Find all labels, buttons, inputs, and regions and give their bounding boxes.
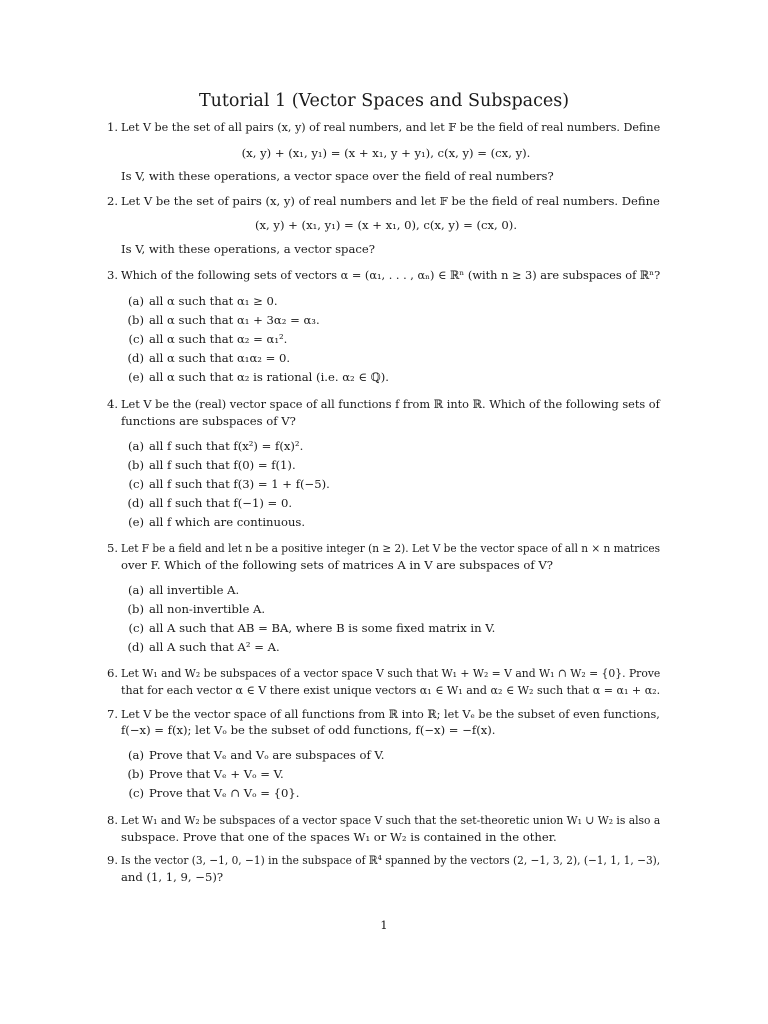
problem-text-line: Let V be the (real) vector space of all functions f from ℝ into ℝ. Which of the following sets of [121,397,660,411]
item-label: (b) [127,767,144,781]
problem-number: 2. [106,194,118,208]
item-label: (b) [127,458,144,472]
problem-number: 6. [106,666,118,680]
item-label: (a) [128,748,144,762]
problem-number: 5. [106,541,118,555]
item-label: (c) [128,332,144,346]
item-text: all f such that f(−1) = 0. [149,496,293,510]
item-text: all α such that α₁ ≥ 0. [149,294,278,308]
item-label: (d) [127,351,144,365]
problem-number: 3. [106,268,118,282]
item-label: (d) [127,496,144,510]
problem-text-line: Let V be the set of all pairs (x, y) of real numbers, and let 𝔽 be the field of real numbers. Define [121,120,661,134]
item-label: (a) [128,583,144,597]
problem-number: 4. [106,397,118,411]
page-number: 1 [380,918,388,932]
problem-number: 8. [106,813,118,827]
item-text: all α such that α₂ = α₁². [149,332,288,346]
item-text: all α such that α₁ + 3α₂ = α₃. [149,313,320,327]
problem-text-line: Let V be the vector space of all functions from ℝ into ℝ; let Vₑ be the subset of even functions, [121,707,660,721]
item-label: (c) [128,621,144,635]
item-text: all f such that f(0) = f(1). [149,458,296,472]
item-text: all f such that f(3) = 1 + f(−5). [149,477,330,491]
item-label: (e) [128,370,144,384]
item-text: all A such that A² = A. [149,640,280,654]
item-label: (c) [128,786,144,800]
problem-text-line: and (1, 1, 9, −5)? [121,870,224,884]
item-label: (d) [127,640,144,654]
item-label: (b) [127,602,144,616]
problem-text-line: Let V be the set of pairs (x, y) of real numbers and let 𝔽 be the field of real numbers. Define [121,194,660,208]
problem-number: 7. [106,707,118,721]
item-text: all f which are continuous. [149,515,306,529]
item-text: all α such that α₁α₂ = 0. [149,351,291,365]
problem-text-line: over F. Which of the following sets of matrices A in V are subspaces of V? [121,558,553,572]
problem-text-line: Is the vector (3, −1, 0, −1) in the subspace of ℝ⁴ spanned by the vectors (2, −1, 3, 2), (−1, 1, 1, −3), [121,853,661,867]
item-text: all invertible A. [149,583,240,597]
item-label: (a) [128,294,144,308]
problem-text-line: Let W₁ and W₂ be subspaces of a vector space V such that the set-theoretic union W₁ ∪ W₂ is also a [121,813,661,827]
page-title: Tutorial 1 (Vector Spaces and Subspaces) [198,91,570,111]
item-text: Prove that Vₑ ∩ Vₒ = {0}. [149,786,300,800]
item-text: all non-invertible A. [149,602,266,616]
item-text: all A such that AB = BA, where B is some fixed matrix in V. [149,621,496,635]
item-label: (b) [127,313,144,327]
problem-question: Is V, with these operations, a vector space over the field of real numbers? [121,169,554,183]
problem-text-line: that for each vector α ∈ V there exist unique vectors α₁ ∈ W₁ and α₂ ∈ W₂ such that α = α₁ + α₂. [121,683,661,697]
problem-number: 9. [106,853,118,867]
item-text: all f such that f(x²) = f(x)². [149,439,304,453]
problem-number: 1. [106,120,118,134]
problem-text-line: subspace. Prove that one of the spaces W₁ or W₂ is contained in the other. [121,830,557,844]
item-text: all α such that α₂ is rational (i.e. α₂ ∈ ℚ). [149,370,389,384]
problem-text-line: Which of the following sets of vectors α = (α₁, . . . , αₙ) ∈ ℝⁿ (with n ≥ 3) are subspaces of ℝⁿ? [121,268,661,282]
item-label: (c) [128,477,144,491]
problem-text-line: Let W₁ and W₂ be subspaces of a vector space V such that W₁ + W₂ = V and W₁ ∩ W₂ = {0}. Prove [121,666,661,680]
item-text: Prove that Vₑ + Vₒ = V. [149,767,284,781]
problem-text-line: functions are subspaces of V? [121,414,296,428]
display-equation: (x, y) + (x₁, y₁) = (x + x₁, y + y₁), c(x, y) = (cx, y). [241,146,531,160]
display-equation: (x, y) + (x₁, y₁) = (x + x₁, 0), c(x, y) = (cx, 0). [254,218,518,232]
problem-text-line: Let F be a field and let n be a positive integer (n ≥ 2). Let V be the vector space of all n × n matrices [121,541,661,555]
item-text: Prove that Vₑ and Vₒ are subspaces of V. [149,748,385,762]
problem-question: Is V, with these operations, a vector space? [121,242,375,256]
item-label: (e) [128,515,144,529]
item-label: (a) [128,439,144,453]
problem-text-line: f(−x) = f(x); let Vₒ be the subset of odd functions, f(−x) = −f(x). [121,723,496,737]
